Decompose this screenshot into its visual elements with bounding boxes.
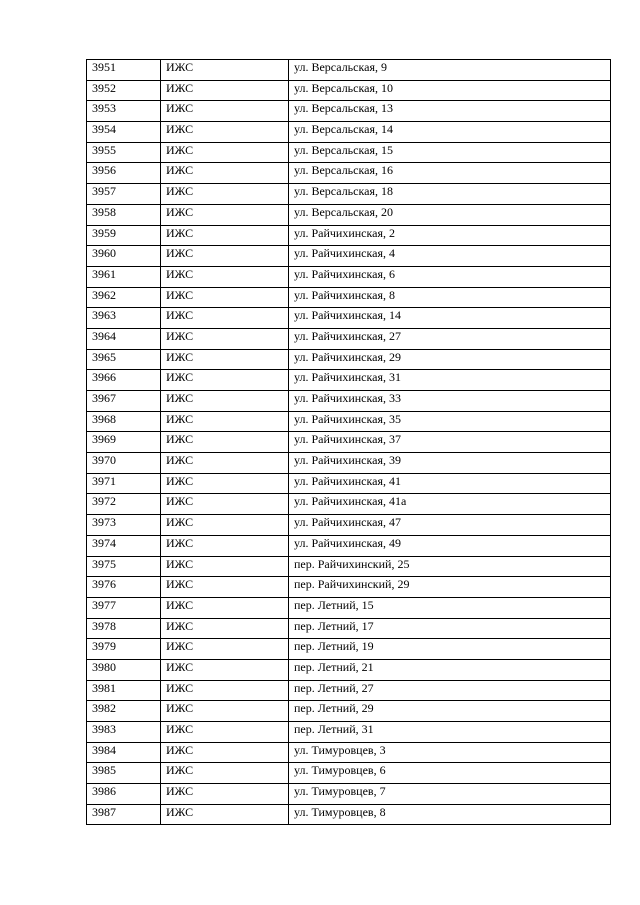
table-row — [87, 618, 611, 639]
address-cell: ул. Тимуровцев, 7 — [289, 784, 611, 805]
address-cell: ул. Версальская, 18 — [289, 184, 611, 205]
table-row — [87, 494, 611, 515]
row-number-cell: 3985 — [87, 763, 161, 784]
building-type-cell: ИЖС — [161, 328, 289, 349]
table-row — [87, 701, 611, 722]
table-row — [87, 80, 611, 101]
row-number-cell: 3956 — [87, 163, 161, 184]
building-type-cell: ИЖС — [161, 680, 289, 701]
address-cell: ул. Райчихинская, 33 — [289, 391, 611, 412]
building-type-cell: ИЖС — [161, 391, 289, 412]
address-cell: пер. Летний, 27 — [289, 680, 611, 701]
building-type-cell: ИЖС — [161, 411, 289, 432]
building-type-cell: ИЖС — [161, 453, 289, 474]
row-number-cell: 3976 — [87, 577, 161, 598]
address-cell: ул. Райчихинская, 47 — [289, 515, 611, 536]
address-cell: ул. Райчихинская, 31 — [289, 370, 611, 391]
building-type-cell: ИЖС — [161, 577, 289, 598]
row-number-cell: 3955 — [87, 142, 161, 163]
table-row — [87, 804, 611, 825]
address-cell: ул. Райчихинская, 41 — [289, 473, 611, 494]
row-number-cell: 3953 — [87, 101, 161, 122]
table-row — [87, 287, 611, 308]
address-registry-table — [86, 59, 611, 825]
building-type-cell: ИЖС — [161, 101, 289, 122]
building-type-cell: ИЖС — [161, 515, 289, 536]
address-cell: пер. Летний, 15 — [289, 597, 611, 618]
address-cell: пер. Летний, 31 — [289, 722, 611, 743]
row-number-cell: 3958 — [87, 204, 161, 225]
row-number-cell: 3964 — [87, 328, 161, 349]
table-row — [87, 328, 611, 349]
address-cell: ул. Райчихинская, 29 — [289, 349, 611, 370]
table-row — [87, 597, 611, 618]
row-number-cell: 3987 — [87, 804, 161, 825]
table-row — [87, 370, 611, 391]
building-type-cell: ИЖС — [161, 639, 289, 660]
building-type-cell: ИЖС — [161, 742, 289, 763]
table-row — [87, 577, 611, 598]
table-row — [87, 556, 611, 577]
row-number-cell: 3979 — [87, 639, 161, 660]
building-type-cell: ИЖС — [161, 473, 289, 494]
address-cell: пер. Райчихинский, 25 — [289, 556, 611, 577]
building-type-cell: ИЖС — [161, 308, 289, 329]
building-type-cell: ИЖС — [161, 432, 289, 453]
row-number-cell: 3986 — [87, 784, 161, 805]
table-row — [87, 680, 611, 701]
address-cell: пер. Летний, 17 — [289, 618, 611, 639]
table-row — [87, 763, 611, 784]
row-number-cell: 3963 — [87, 308, 161, 329]
building-type-cell: ИЖС — [161, 535, 289, 556]
building-type-cell: ИЖС — [161, 204, 289, 225]
building-type-cell: ИЖС — [161, 246, 289, 267]
table-row — [87, 163, 611, 184]
address-cell: пер. Райчихинский, 29 — [289, 577, 611, 598]
address-cell: ул. Райчихинская, 49 — [289, 535, 611, 556]
address-cell: ул. Версальская, 10 — [289, 80, 611, 101]
address-cell: ул. Версальская, 20 — [289, 204, 611, 225]
row-number-cell: 3972 — [87, 494, 161, 515]
table-row — [87, 225, 611, 246]
address-cell: ул. Райчихинская, 27 — [289, 328, 611, 349]
row-number-cell: 3957 — [87, 184, 161, 205]
table-row — [87, 659, 611, 680]
row-number-cell: 3977 — [87, 597, 161, 618]
building-type-cell: ИЖС — [161, 659, 289, 680]
row-number-cell: 3971 — [87, 473, 161, 494]
address-cell: ул. Тимуровцев, 3 — [289, 742, 611, 763]
row-number-cell: 3982 — [87, 701, 161, 722]
building-type-cell: ИЖС — [161, 784, 289, 805]
row-number-cell: 3984 — [87, 742, 161, 763]
row-number-cell: 3975 — [87, 556, 161, 577]
table-row — [87, 246, 611, 267]
row-number-cell: 3974 — [87, 535, 161, 556]
building-type-cell: ИЖС — [161, 701, 289, 722]
table-row — [87, 184, 611, 205]
row-number-cell: 3966 — [87, 370, 161, 391]
table-row — [87, 535, 611, 556]
building-type-cell: ИЖС — [161, 349, 289, 370]
address-cell: ул. Райчихинская, 41а — [289, 494, 611, 515]
registry-table-body — [87, 60, 611, 825]
building-type-cell: ИЖС — [161, 618, 289, 639]
address-cell: пер. Летний, 21 — [289, 659, 611, 680]
address-cell: ул. Версальская, 13 — [289, 101, 611, 122]
row-number-cell: 3973 — [87, 515, 161, 536]
address-cell: ул. Райчихинская, 14 — [289, 308, 611, 329]
building-type-cell: ИЖС — [161, 184, 289, 205]
building-type-cell: ИЖС — [161, 142, 289, 163]
table-row — [87, 722, 611, 743]
table-row — [87, 742, 611, 763]
address-cell: ул. Райчихинская, 2 — [289, 225, 611, 246]
row-number-cell: 3969 — [87, 432, 161, 453]
row-number-cell: 3951 — [87, 60, 161, 81]
building-type-cell: ИЖС — [161, 370, 289, 391]
row-number-cell: 3952 — [87, 80, 161, 101]
table-row — [87, 432, 611, 453]
row-number-cell: 3961 — [87, 266, 161, 287]
address-cell: ул. Райчихинская, 6 — [289, 266, 611, 287]
address-cell: ул. Райчихинская, 37 — [289, 432, 611, 453]
table-row — [87, 142, 611, 163]
row-number-cell: 3954 — [87, 122, 161, 143]
table-row — [87, 515, 611, 536]
table-row — [87, 308, 611, 329]
building-type-cell: ИЖС — [161, 494, 289, 515]
row-number-cell: 3968 — [87, 411, 161, 432]
building-type-cell: ИЖС — [161, 122, 289, 143]
table-row — [87, 473, 611, 494]
row-number-cell: 3983 — [87, 722, 161, 743]
table-row — [87, 60, 611, 81]
table-row — [87, 122, 611, 143]
address-cell: пер. Летний, 29 — [289, 701, 611, 722]
row-number-cell: 3981 — [87, 680, 161, 701]
building-type-cell: ИЖС — [161, 266, 289, 287]
table-row — [87, 639, 611, 660]
table-row — [87, 411, 611, 432]
table-row — [87, 204, 611, 225]
table-row — [87, 349, 611, 370]
row-number-cell: 3960 — [87, 246, 161, 267]
address-cell: пер. Летний, 19 — [289, 639, 611, 660]
building-type-cell: ИЖС — [161, 722, 289, 743]
table-row — [87, 453, 611, 474]
address-cell: ул. Версальская, 14 — [289, 122, 611, 143]
row-number-cell: 3978 — [87, 618, 161, 639]
building-type-cell: ИЖС — [161, 556, 289, 577]
address-cell: ул. Райчихинская, 4 — [289, 246, 611, 267]
address-cell: ул. Райчихинская, 8 — [289, 287, 611, 308]
table-row — [87, 391, 611, 412]
address-cell: ул. Райчихинская, 35 — [289, 411, 611, 432]
building-type-cell: ИЖС — [161, 80, 289, 101]
address-cell: ул. Версальская, 15 — [289, 142, 611, 163]
building-type-cell: ИЖС — [161, 763, 289, 784]
building-type-cell: ИЖС — [161, 597, 289, 618]
address-cell: ул. Версальская, 16 — [289, 163, 611, 184]
row-number-cell: 3970 — [87, 453, 161, 474]
row-number-cell: 3980 — [87, 659, 161, 680]
building-type-cell: ИЖС — [161, 163, 289, 184]
row-number-cell: 3967 — [87, 391, 161, 412]
address-cell: ул. Тимуровцев, 6 — [289, 763, 611, 784]
row-number-cell: 3965 — [87, 349, 161, 370]
building-type-cell: ИЖС — [161, 225, 289, 246]
address-cell: ул. Райчихинская, 39 — [289, 453, 611, 474]
building-type-cell: ИЖС — [161, 60, 289, 81]
address-cell: ул. Тимуровцев, 8 — [289, 804, 611, 825]
table-row — [87, 101, 611, 122]
table-row — [87, 784, 611, 805]
row-number-cell: 3962 — [87, 287, 161, 308]
table-row — [87, 266, 611, 287]
address-cell: ул. Версальская, 9 — [289, 60, 611, 81]
row-number-cell: 3959 — [87, 225, 161, 246]
building-type-cell: ИЖС — [161, 804, 289, 825]
building-type-cell: ИЖС — [161, 287, 289, 308]
